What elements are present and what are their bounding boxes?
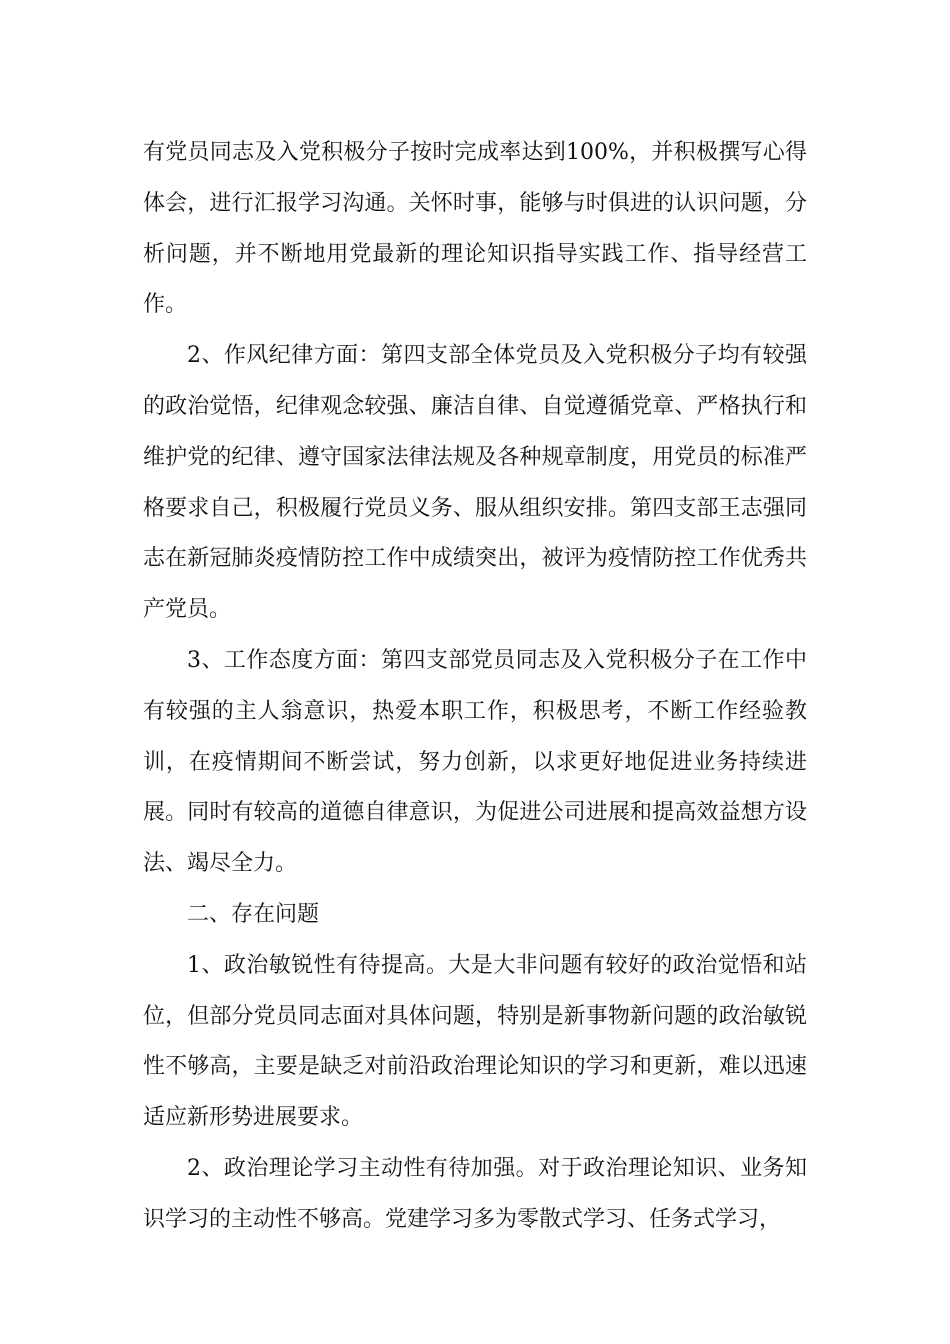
paragraph-theory-study: 2、政治理论学习主动性有待加强。对于政治理论知识、业务知识学习的主动性不够高。党建学习多为零散式学习、任务式学习， (143, 1155, 807, 1232)
paragraph-political-sensitivity: 1、政治敏锐性有待提高。大是大非问题有较好的政治觉悟和站位，但部分党员同志面对具体问题，特别是新事物新问题的政治敏锐性不够高，主要是缺乏对前沿政治理论知识的学习和更新，难以迅速适应新形势进展要求。 (143, 952, 807, 1131)
section-heading-existing-problems: 二、存在问题 (187, 901, 320, 927)
paragraph-continuation: 有党员同志及入党积极分子按时完成率达到100%，并积极撰写心得体会，进行汇报学习沟通。关怀时事，能够与时俱进的认识问题，分析问题，并不断地用党最新的理论知识指导实践工作、指导经营工作。 (143, 140, 807, 318)
paragraph-work-attitude: 3、工作态度方面：第四支部党员同志及入党积极分子在工作中有较强的主人翁意识，热爱本职工作，积极思考，不断工作经验教训，在疫情期间不断尝试，努力创新，以求更好地促进业务持续进展。同时有较高的道德自律意识，为促进公司进展和提高效益想方设法、竭尽全力。 (143, 647, 807, 877)
paragraph-work-discipline: 2、作风纪律方面：第四支部全体党员及入党积极分子均有较强的政治觉悟，纪律观念较强、廉洁自律、自觉遵循党章、严格执行和维护党的纪律、遵守国家法律法规及各种规章制度，用党员的标准严格要求自己，积极履行党员义务、服从组织安排。第四支部王志强同志在新冠肺炎疫情防控工作中成绩突出，被评为疫情防控工作优秀共产党员。 (143, 343, 807, 623)
document-body (143, 128, 807, 1246)
